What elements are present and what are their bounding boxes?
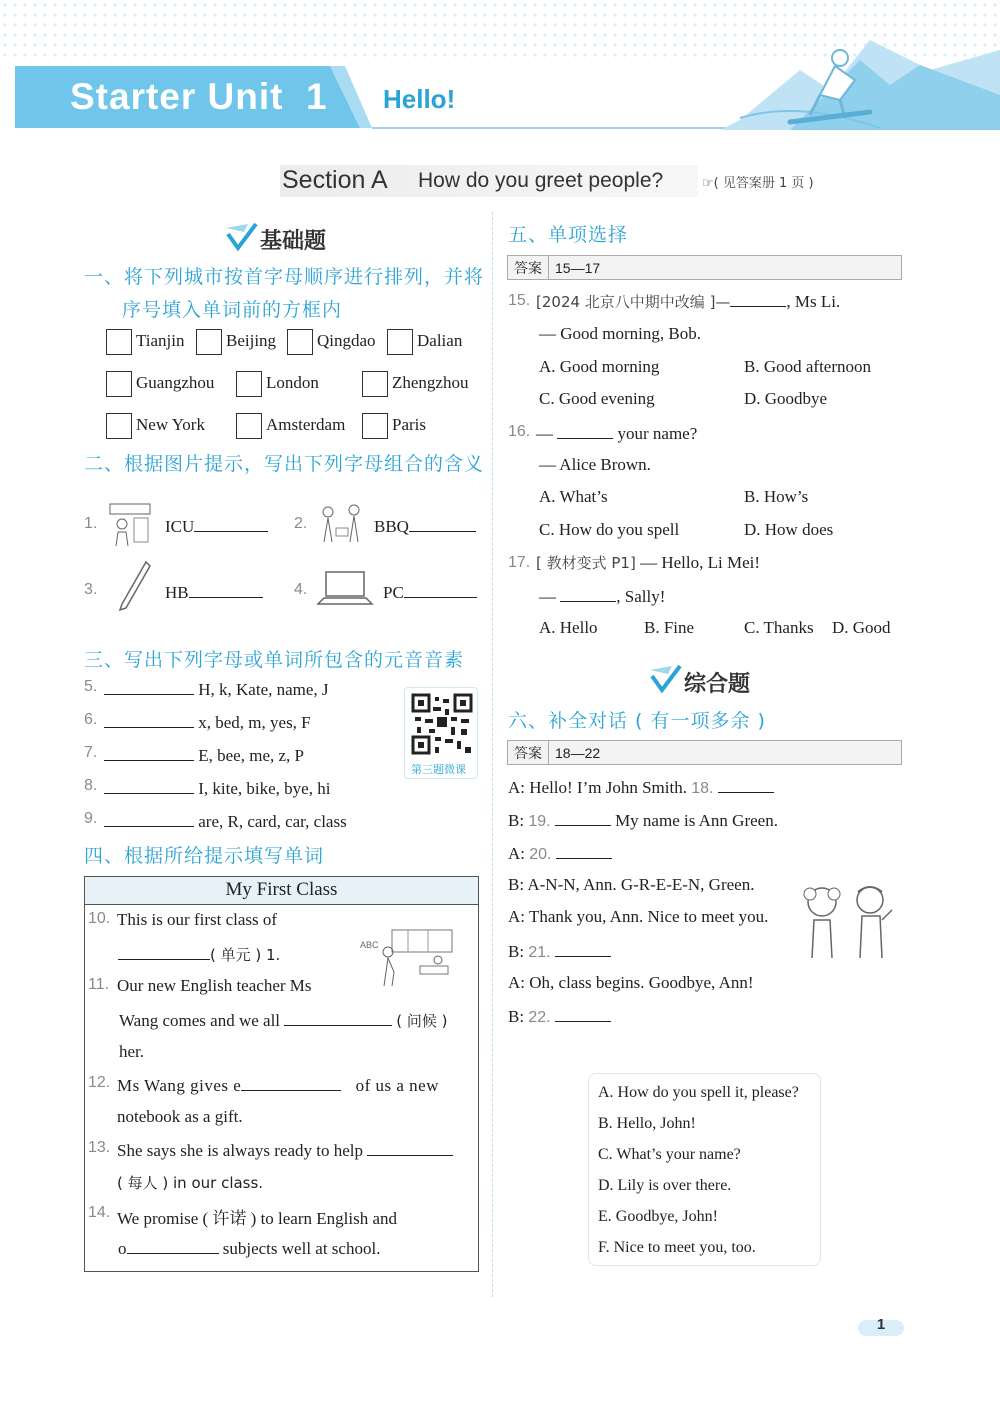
q3-item: x, bed, m, yes, F xyxy=(104,711,311,733)
answer-blank[interactable] xyxy=(194,515,268,532)
choice-item[interactable]: D. Lily is over there. xyxy=(598,1177,732,1194)
answer-blank[interactable] xyxy=(556,842,612,859)
q3-item: H, k, Kate, name, J xyxy=(104,678,329,700)
q2-item: ICU xyxy=(165,515,268,537)
answer-label: 答案 xyxy=(508,741,549,764)
answer-box[interactable] xyxy=(236,413,262,439)
answer-blank[interactable] xyxy=(104,711,194,728)
classroom-illustration xyxy=(358,922,458,992)
q17-option[interactable]: D. Good xyxy=(832,618,891,637)
city-item: Guangzhou xyxy=(106,371,214,397)
q2-item: PC xyxy=(383,581,477,603)
choice-item[interactable]: C. What’s your name? xyxy=(598,1146,741,1163)
answer-box[interactable] xyxy=(236,371,262,397)
q5-title: 五、单项选择 xyxy=(508,224,629,246)
q17-stem: [ 教材变式 P1] — Hello, Li Mei! xyxy=(536,553,761,572)
q3-item: E, bee, me, z, P xyxy=(104,744,304,766)
unit-subtitle: Hello! xyxy=(383,84,456,114)
q3-title: 三、写出下列字母或单词所包含的元音音素 xyxy=(84,649,465,671)
q12-line2: notebook as a gift. xyxy=(117,1107,243,1126)
q15-reply: — Good morning, Bob. xyxy=(539,324,701,343)
checkmark-icon xyxy=(224,222,258,252)
section-label: Section A xyxy=(282,166,388,194)
q2-item: BBQ xyxy=(374,515,476,537)
answer-box[interactable] xyxy=(196,329,222,355)
answer-bar xyxy=(507,255,902,280)
barbecue-people-icon xyxy=(316,502,368,546)
q6-title: 六、补全对话 ( 有一项多余 ) xyxy=(508,710,766,732)
q16-reply: — Alice Brown. xyxy=(539,455,651,474)
unit-title: Starter Unit 1 xyxy=(70,76,328,117)
q16-option[interactable]: B. How’s xyxy=(744,487,809,506)
hospital-doctor-icon xyxy=(106,500,154,548)
q14-line2: o subjects well at school. xyxy=(118,1239,381,1258)
page-number: 1 xyxy=(876,1316,886,1333)
basic-badge: 基础题 xyxy=(260,229,327,254)
q3-item: I, kite, bike, bye, hi xyxy=(104,777,330,799)
answer-box[interactable] xyxy=(106,329,132,355)
header-banner xyxy=(0,0,1000,160)
q17-number: 17. xyxy=(508,554,531,571)
answer-blank[interactable] xyxy=(555,809,611,826)
q2-title: 二、根据图片提示，写出下列字母组合的含义 xyxy=(84,453,485,475)
choice-item[interactable]: A. How do you spell it, please? xyxy=(598,1084,799,1101)
answer-reference: ☞( 见答案册 1 页 ) xyxy=(702,176,814,191)
laptop-icon xyxy=(316,570,374,606)
answer-box[interactable] xyxy=(362,371,388,397)
answer-blank[interactable] xyxy=(118,943,210,960)
answer-blank[interactable] xyxy=(241,1074,341,1091)
qr-code-card[interactable] xyxy=(404,687,478,779)
answer-range: 15—17 xyxy=(555,260,601,276)
city-item: New York xyxy=(106,413,205,439)
q16-option[interactable]: A. What’s xyxy=(539,487,608,506)
city-item: London xyxy=(236,371,319,397)
answer-blank[interactable] xyxy=(557,422,613,439)
comprehensive-badge: 综合题 xyxy=(684,672,751,697)
answer-blank[interactable] xyxy=(404,581,477,598)
q11-line3: her. xyxy=(119,1042,145,1061)
q16-option[interactable]: D. How does xyxy=(744,520,834,539)
q16-number: 16. xyxy=(508,423,531,440)
q3-item-number: 7. xyxy=(84,744,98,761)
answer-blank[interactable] xyxy=(555,940,611,957)
q15-option[interactable]: C. Good evening xyxy=(539,389,655,408)
q2-item-number: 2. xyxy=(294,515,308,532)
q16-option[interactable]: C. How do you spell xyxy=(539,520,680,539)
q14-number: 14. xyxy=(88,1204,111,1221)
checkmark-icon xyxy=(648,664,682,694)
column-divider xyxy=(492,212,493,1297)
q17-option[interactable]: C. Thanks xyxy=(744,618,814,637)
dialogue-line: B: 19. My name is Ann Green. xyxy=(508,811,778,830)
q12-line1: Ms Wang gives e of us a new xyxy=(117,1076,439,1095)
q13-line1: She says she is always ready to help xyxy=(117,1139,453,1161)
answer-box[interactable] xyxy=(287,329,313,355)
answer-blank[interactable] xyxy=(104,810,194,827)
q15-number: 15. xyxy=(508,292,531,309)
qr-code-icon xyxy=(411,693,473,755)
q2-item-number: 1. xyxy=(84,515,98,532)
answer-bar xyxy=(507,740,902,765)
dialogue-line: A: Oh, class begins. Goodbye, Ann! xyxy=(508,973,754,992)
city-item: Tianjin xyxy=(106,329,185,355)
dialogue-line: B: A-N-N, Ann. G-R-E-E-N, Green. xyxy=(508,875,755,894)
q2-item-number: 4. xyxy=(294,581,308,598)
q10-text: This is our first class of xyxy=(117,910,278,929)
answer-blank[interactable] xyxy=(104,744,194,761)
children-illustration xyxy=(800,880,896,962)
q16-stem: — your name? xyxy=(536,424,698,443)
q3-item-number: 6. xyxy=(84,711,98,728)
q3-item-number: 8. xyxy=(84,777,98,794)
q10-number: 10. xyxy=(88,910,111,927)
answer-blank[interactable] xyxy=(189,581,263,598)
qr-caption: 第三题微课 xyxy=(411,763,466,776)
answer-label: 答案 xyxy=(508,256,549,279)
q11-line2: Wang comes and we all ( 问候 ) xyxy=(119,1011,448,1030)
choice-item[interactable]: F. Nice to meet you, too. xyxy=(598,1239,756,1256)
dialogue-line: A: Thank you, Ann. Nice to meet you. xyxy=(508,907,769,926)
q3-item: are, R, card, car, class xyxy=(104,810,347,832)
snowboarder-illustration xyxy=(780,40,890,130)
svg-text:ABC: ABC xyxy=(360,940,379,950)
q17-reply: — , Sally! xyxy=(539,587,666,606)
answer-blank[interactable] xyxy=(560,585,616,602)
q1-title-line2: 序号填入单词前的方框内 xyxy=(122,299,343,321)
section-title: How do you greet people? xyxy=(418,169,664,192)
answer-blank[interactable] xyxy=(367,1139,453,1156)
dialogue-line: A: Hello! I’m John Smith. 18. xyxy=(508,776,774,798)
answer-blank[interactable] xyxy=(127,1237,219,1254)
city-item: Beijing xyxy=(196,329,276,355)
q14-line1: We promise ( 许诺 ) to learn English and xyxy=(117,1209,398,1228)
q13-line2: ( 每人 ) in our class. xyxy=(117,1174,264,1192)
q12-number: 12. xyxy=(88,1074,111,1091)
answer-box[interactable] xyxy=(106,371,132,397)
city-item: Zhengzhou xyxy=(362,371,468,397)
city-item: Qingdao xyxy=(287,329,376,355)
q3-item-number: 5. xyxy=(84,678,98,695)
dialogue-line: B: 21. xyxy=(508,940,611,962)
q13-number: 13. xyxy=(88,1139,111,1156)
answer-blank[interactable] xyxy=(718,776,774,793)
q3-item-number: 9. xyxy=(84,810,98,827)
answer-box[interactable] xyxy=(106,413,132,439)
answer-blank[interactable] xyxy=(104,777,194,794)
q2-item: HB xyxy=(165,581,263,603)
answer-blank[interactable] xyxy=(730,290,786,307)
city-item: Amsterdam xyxy=(236,413,345,439)
q1-title-line1: 一、将下列城市按首字母顺序进行排列，并将 xyxy=(84,266,485,288)
q2-item-number: 3. xyxy=(84,581,98,598)
q11-number: 11. xyxy=(88,976,110,993)
pencil-icon xyxy=(116,560,152,612)
q15-stem: [2024 北京八中期中改编 ]— , Ms Li. xyxy=(536,292,841,311)
q15-option[interactable]: D. Goodbye xyxy=(744,389,828,408)
q10-line2: ( 单元 ) 1. xyxy=(118,943,280,965)
answer-blank[interactable] xyxy=(104,678,194,695)
answer-blank[interactable] xyxy=(409,515,476,532)
answer-box[interactable] xyxy=(362,413,388,439)
city-item: Paris xyxy=(362,413,426,439)
q17-option[interactable]: A. Hello xyxy=(539,618,598,637)
answer-blank[interactable] xyxy=(284,1009,392,1026)
box-title: My First Class xyxy=(225,879,338,900)
q11-text: Our new English teacher Ms xyxy=(117,976,312,995)
q15-option[interactable]: B. Good afternoon xyxy=(744,357,872,376)
q17-option[interactable]: B. Fine xyxy=(644,618,695,637)
answer-range: 18—22 xyxy=(555,745,601,761)
choice-item[interactable]: B. Hello, John! xyxy=(598,1115,696,1132)
q15-option[interactable]: A. Good morning xyxy=(539,357,660,376)
city-item: Dalian xyxy=(387,329,462,355)
dialogue-line: B: 22. xyxy=(508,1005,611,1027)
q4-title: 四、根据所给提示填写单词 xyxy=(84,845,325,867)
dialogue-line: A: 20. xyxy=(508,842,612,864)
answer-blank[interactable] xyxy=(555,1005,611,1022)
choice-item[interactable]: E. Goodbye, John! xyxy=(598,1208,718,1225)
answer-box[interactable] xyxy=(387,329,413,355)
